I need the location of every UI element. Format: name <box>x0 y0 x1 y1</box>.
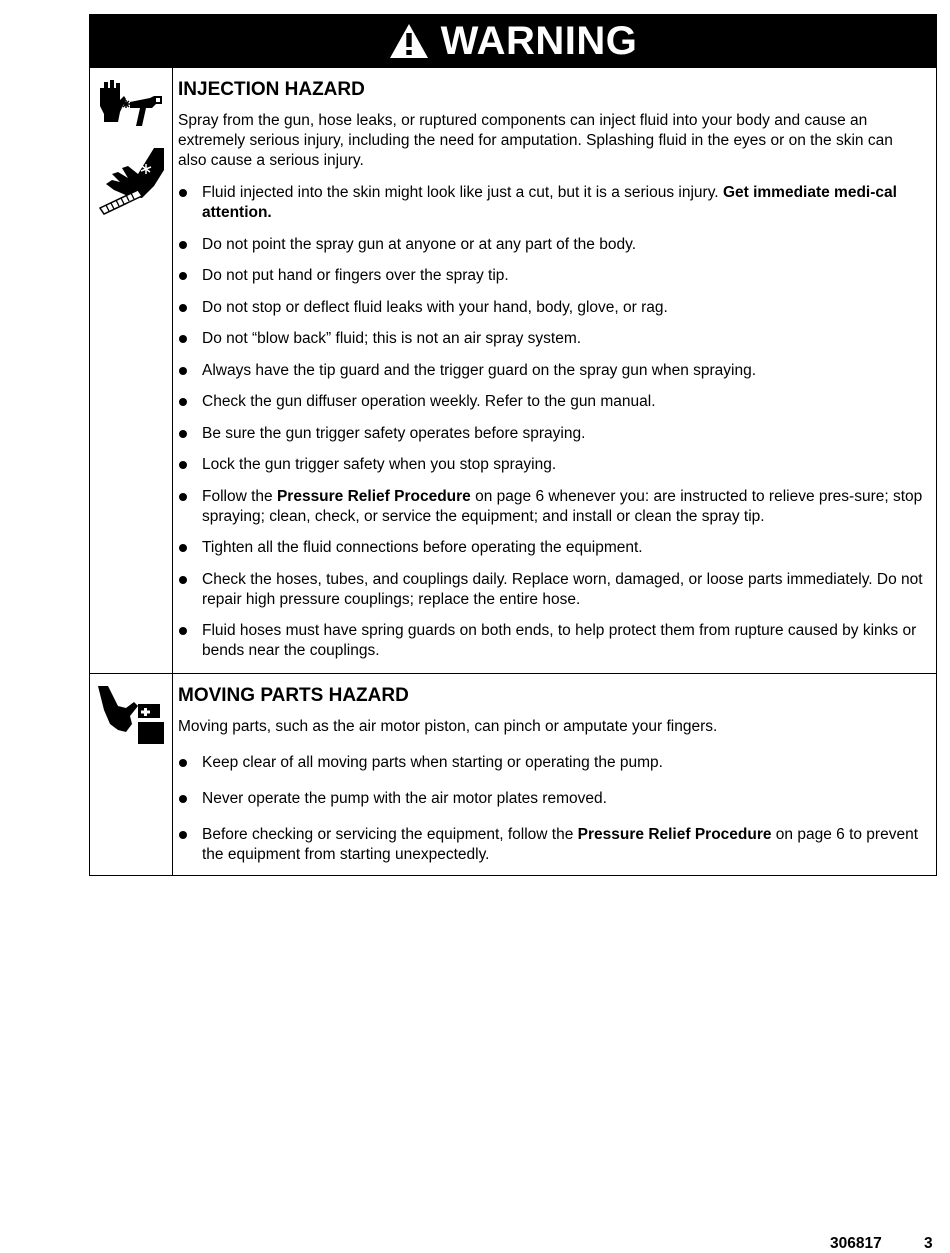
list-item: Fluid injected into the skin might look like just a cut, but it is a serious injury. Get immediate medi-cal attention. <box>178 183 924 223</box>
list-item: Check the gun diffuser operation weekly. Refer to the gun manual. <box>178 392 924 412</box>
injection-bullet-list <box>178 183 924 661</box>
injection-icons <box>90 68 173 673</box>
list-item: Keep clear of all moving parts when starting or operating the pump. <box>178 753 924 773</box>
list-item: Check the hoses, tubes, and couplings daily. Replace worn, damaged, or loose parts immediately. Do not repair high pressure couplings; replace the entire hose. <box>178 570 924 610</box>
injection-hazard-title: INJECTION HAZARD <box>178 79 365 100</box>
warning-title: WARNING <box>440 18 638 63</box>
moving-parts-text <box>173 674 936 875</box>
moving-parts-hazard-title: MOVING PARTS HAZARD <box>178 685 409 706</box>
warning-box <box>89 14 937 876</box>
list-item: Tighten all the fluid connections before operating the equipment. <box>178 538 924 558</box>
warning-header <box>90 15 936 68</box>
list-item: Lock the gun trigger safety when you stop spraying. <box>178 455 924 475</box>
list-item: Do not point the spray gun at anyone or at any part of the body. <box>178 235 924 255</box>
hand-injection-hose-icon <box>94 146 168 220</box>
list-item: Be sure the gun trigger safety operates before spraying. <box>178 424 924 444</box>
hand-spray-gun-icon <box>96 78 166 134</box>
moving-parts-icons <box>90 674 173 875</box>
page-number: 3 <box>924 1235 933 1252</box>
list-item: Never operate the pump with the air motor plates removed. <box>178 789 924 809</box>
list-item: Do not stop or deflect fluid leaks with your hand, body, glove, or rag. <box>178 298 924 318</box>
injection-text <box>173 68 936 673</box>
list-item: Follow the Pressure Relief Procedure on page 6 whenever you: are instructed to relieve pres-sure; stop spraying; clean, check, or service the equipment; and install or clean the spray tip. <box>178 487 924 527</box>
list-item: Before checking or servicing the equipment, follow the Pressure Relief Procedure on page 6 to prevent the equipment from starting unexpectedly. <box>178 825 924 865</box>
list-item: Fluid hoses must have spring guards on both ends, to help protect them from rupture caused by kinks or bends near the couplings. <box>178 621 924 661</box>
injection-hazard-section <box>90 68 936 673</box>
moving-parts-hazard-intro: Moving parts, such as the air motor piston, can pinch or amputate your fingers. <box>178 718 718 735</box>
list-item: Do not put hand or fingers over the spray tip. <box>178 266 924 286</box>
list-item: Always have the tip guard and the trigger guard on the spray gun when spraying. <box>178 361 924 381</box>
moving-parts-bullet-list <box>178 753 924 865</box>
injection-hazard-intro: Spray from the gun, hose leaks, or ruptured components can inject fluid into your body and cause an extremely serious injury, including the need for amputation. Splashing fluid in the eyes or on the skin can also cause a serious injury. <box>178 112 893 169</box>
warning-triangle-icon <box>389 23 429 59</box>
document-number: 306817 <box>830 1235 882 1252</box>
hand-pinch-icon <box>96 684 166 748</box>
moving-parts-hazard-section <box>90 673 936 875</box>
list-item: Do not “blow back” fluid; this is not an air spray system. <box>178 329 924 349</box>
